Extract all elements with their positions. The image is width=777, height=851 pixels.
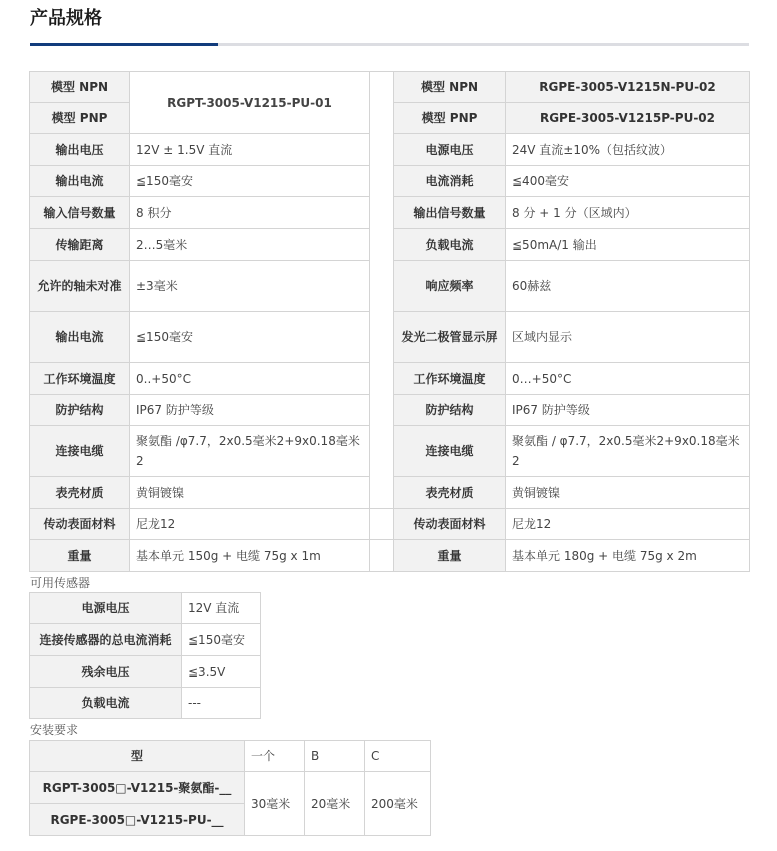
install-header-a: 一个 [245, 741, 305, 772]
spec-left-header: 输出电流 [30, 166, 130, 197]
column-gap [370, 72, 394, 509]
spec-left-header: 工作环境温度 [30, 363, 130, 395]
spec-right-header: 输出信号数量 [394, 197, 506, 229]
model-pnp-label-right: 模型 PNP [394, 103, 506, 134]
spec-right-value: 区域内显示 [506, 312, 750, 363]
spec-right-header: 响应频率 [394, 261, 506, 312]
spec-right-value: ≦400毫安 [506, 166, 750, 197]
title-underline-accent [30, 43, 218, 46]
column-gap [370, 509, 394, 540]
model-npn-label: 模型 NPN [30, 72, 130, 103]
table-row [30, 688, 261, 719]
spec-right-value: 0…+50°C [506, 363, 750, 395]
column-gap [370, 540, 394, 572]
spec-left-header: 表壳材质 [30, 477, 130, 509]
spec-left-value: 尼龙12 [130, 509, 370, 540]
sensor-header: 残余电压 [30, 656, 182, 688]
table-row [30, 593, 261, 624]
spec-right-value: 黄铜镀镍 [506, 477, 750, 509]
spec-right-header: 传动表面材料 [394, 509, 506, 540]
spec-right-header: 工作环境温度 [394, 363, 506, 395]
table-row [30, 741, 431, 772]
spec-right-header: 发光二极管显示屏 [394, 312, 506, 363]
table-row [30, 656, 261, 688]
model-pnp-label: 模型 PNP [30, 103, 130, 134]
spec-left-value: 2…5毫米 [130, 229, 370, 261]
table-row [30, 540, 750, 572]
spec-left-value: 0..+50°C [130, 363, 370, 395]
install-model-2: RGPE-3005□-V1215-PU-__ [30, 804, 245, 836]
spec-left-header: 输入信号数量 [30, 197, 130, 229]
spec-right-value: ≦50mA/1 输出 [506, 229, 750, 261]
spec-right-value: 24V 直流±10%（包括纹波） [506, 134, 750, 166]
spec-left-header: 输出电流 [30, 312, 130, 363]
spec-left-value: ±3毫米 [130, 261, 370, 312]
right-model-pnp: RGPE-3005-V1215P-PU-02 [506, 103, 750, 134]
table-row [30, 772, 431, 804]
spec-left-header: 防护结构 [30, 395, 130, 426]
spec-right-value: 尼龙12 [506, 509, 750, 540]
spec-left-value: 8 积分 [130, 197, 370, 229]
spec-left-header: 传输距离 [30, 229, 130, 261]
install-header-b: B [305, 741, 365, 772]
spec-right-value: 8 分 + 1 分（区域内） [506, 197, 750, 229]
sensor-header: 电源电压 [30, 593, 182, 624]
install-model-1: RGPT-3005□-V1215-聚氨酯-__ [30, 772, 245, 804]
spec-left-header: 重量 [30, 540, 130, 572]
sensor-header: 负载电流 [30, 688, 182, 719]
spec-right-header: 电源电压 [394, 134, 506, 166]
install-header-type: 型 [30, 741, 245, 772]
spec-left-header: 传动表面材料 [30, 509, 130, 540]
sensor-value: 12V 直流 [182, 593, 261, 624]
spec-right-value: 60赫兹 [506, 261, 750, 312]
install-value-a: 30毫米 [245, 772, 305, 836]
sensor-value: ≦150毫安 [182, 624, 261, 656]
install-value-c: 200毫米 [365, 772, 431, 836]
spec-left-value: 聚氨酯 /φ7.7，2x0.5毫米2+9x0.18毫米2 [130, 426, 370, 477]
spec-right-value: 聚氨酯 / φ7.7，2x0.5毫米2+9x0.18毫米2 [506, 426, 750, 477]
sensor-table [29, 592, 261, 719]
spec-left-value: IP67 防护等级 [130, 395, 370, 426]
spec-right-header: 防护结构 [394, 395, 506, 426]
table-row [30, 624, 261, 656]
model-npn-label-right: 模型 NPN [394, 72, 506, 103]
spec-right-value: 基本单元 180g + 电缆 75g x 2m [506, 540, 750, 572]
spec-left-value: 基本单元 150g + 电缆 75g x 1m [130, 540, 370, 572]
left-model-name: RGPT-3005-V1215-PU-01 [130, 72, 370, 134]
spec-table [29, 71, 750, 572]
page-title: 产品规格 [30, 8, 102, 29]
spec-right-header: 负载电流 [394, 229, 506, 261]
spec-left-value: ≦150毫安 [130, 312, 370, 363]
section-label-install: 安装要求 [30, 723, 79, 737]
spec-left-header: 允许的轴未对准 [30, 261, 130, 312]
install-table [29, 740, 431, 836]
install-header-c: C [365, 741, 431, 772]
table-row [30, 509, 750, 540]
spec-left-value: 12V ± 1.5V 直流 [130, 134, 370, 166]
spec-right-header: 电流消耗 [394, 166, 506, 197]
spec-left-value: 黄铜镀镍 [130, 477, 370, 509]
sensor-header: 连接传感器的总电流消耗 [30, 624, 182, 656]
sensor-value: --- [182, 688, 261, 719]
sensor-value: ≦3.5V [182, 656, 261, 688]
spec-left-header: 输出电压 [30, 134, 130, 166]
section-label-sensor: 可用传感器 [30, 576, 91, 590]
spec-right-header: 重量 [394, 540, 506, 572]
install-value-b: 20毫米 [305, 772, 365, 836]
spec-left-value: ≦150毫安 [130, 166, 370, 197]
spec-left-header: 连接电缆 [30, 426, 130, 477]
spec-right-header: 连接电缆 [394, 426, 506, 477]
spec-right-value: IP67 防护等级 [506, 395, 750, 426]
right-model-npn: RGPE-3005-V1215N-PU-02 [506, 72, 750, 103]
spec-right-header: 表壳材质 [394, 477, 506, 509]
